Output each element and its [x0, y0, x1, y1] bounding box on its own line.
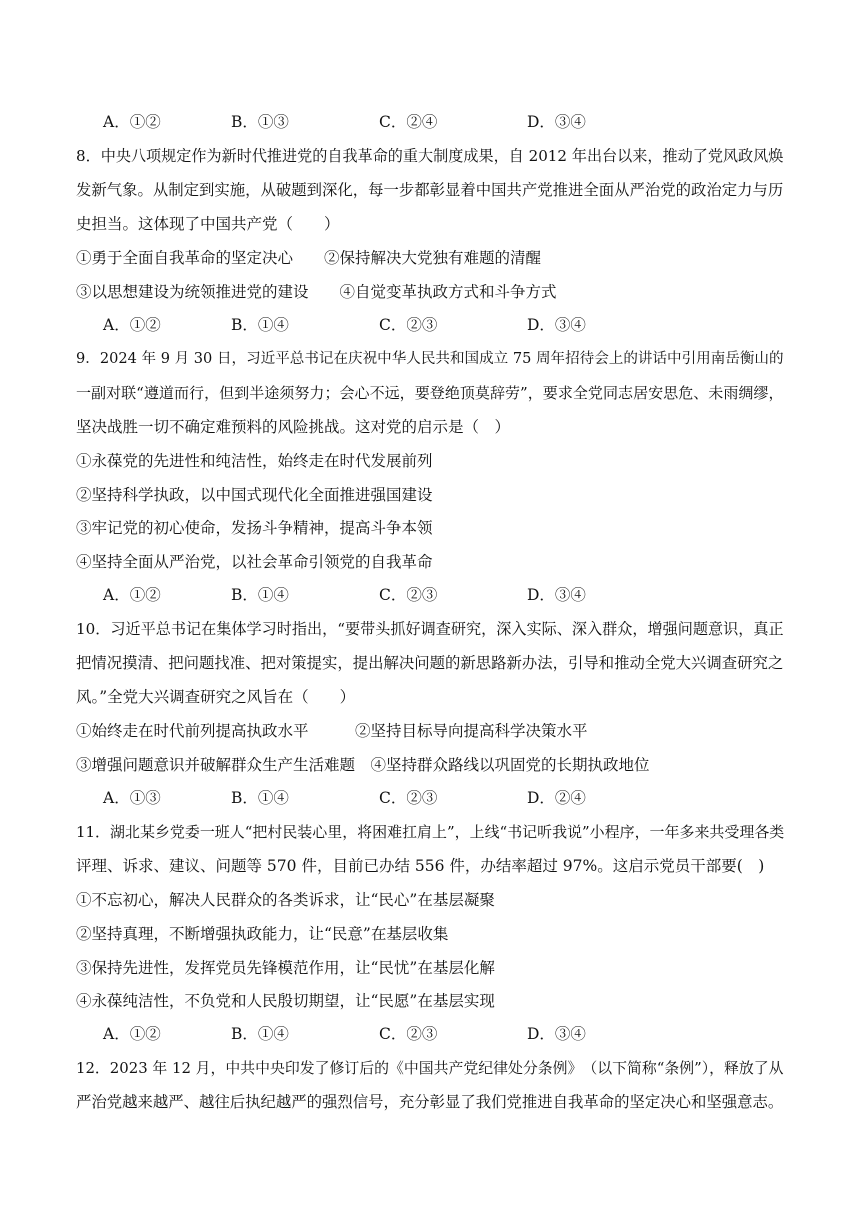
q8-option-c[interactable]: C．②③ — [379, 316, 438, 334]
q10-stem-line: 10．习近平总书记在集体学习时指出，“要带头抓好调查研究，深入实际、深入群众，增强问题意识，真正 — [76, 620, 784, 638]
q7-option-b[interactable]: B．①③ — [231, 113, 289, 131]
q10-statement-line: ③增强问题意识并破解群众生产生活难题 ④坚持群众路线以巩固党的长期执政地位 — [76, 756, 650, 774]
q11-statement-line: ②坚持真理，不断增强执政能力，让“民意”在基层收集 — [76, 925, 449, 943]
q8-option-a[interactable]: A．①② — [103, 316, 161, 334]
q11-statement-line: ①不忘初心，解决人民群众的各类诉求，让“民心”在基层凝聚 — [76, 891, 495, 909]
q10-option-b[interactable]: B．①④ — [231, 789, 289, 807]
q10-option-a[interactable]: A．①③ — [103, 789, 161, 807]
q9-option-b[interactable]: B．①④ — [231, 586, 289, 604]
q7-option-d[interactable]: D．③④ — [527, 113, 586, 131]
q11-option-a[interactable]: A．①② — [103, 1025, 161, 1043]
q9-option-a[interactable]: A．①② — [103, 586, 161, 604]
q9-option-c[interactable]: C．②③ — [379, 586, 438, 604]
q8-stem-line: 8．中央八项规定作为新时代推进党的自我革命的重大制度成果，自 2012 年出台以来，推动了党风政风焕 — [76, 147, 784, 165]
q8-options — [103, 315, 803, 335]
q8-stem-line: 史担当。这体现了中国共产党（ ） — [76, 215, 340, 233]
q11-statement-line: ③保持先进性，发挥党员先锋模范作用，让“民忧”在基层化解 — [76, 959, 495, 977]
q9-stem-line: 坚决战胜一切不确定难预料的风险挑战。这对党的启示是（ ） — [76, 418, 511, 436]
q11-option-c[interactable]: C．②③ — [379, 1025, 438, 1043]
q12-stem-line: 12．2023 年 12 月，中共中央印发了修订后的《中国共产党纪律处分条例》 （以下简称“条例”），释放了从 — [76, 1059, 784, 1077]
q10-options — [103, 788, 803, 808]
q11-option-b[interactable]: B．①④ — [231, 1025, 289, 1043]
q7-option-c[interactable]: C．②④ — [379, 113, 438, 131]
q8-option-d[interactable]: D．③④ — [527, 316, 586, 334]
q11-options — [103, 1024, 803, 1044]
q7-option-a[interactable]: A．①② — [103, 113, 161, 131]
q11-stem-line: 11．湖北某乡党委一班人“把村民装心里，将困难扛肩上”，上线“书记听我说”小程序，一年多来共受理各类 — [76, 823, 785, 841]
q11-stem-line: 评理、诉求、建议、问题等 570 件，目前已办结 556 件，办结率超过 97%。这启示党员干部要( ) — [76, 857, 765, 875]
q11-statement-line: ④永葆纯洁性，不负党和人民殷切期望，让“民愿”在基层实现 — [76, 992, 495, 1010]
q8-option-b[interactable]: B．①④ — [231, 316, 289, 334]
q9-option-d[interactable]: D．③④ — [527, 586, 586, 604]
q7-options — [103, 112, 803, 132]
q12-stem-line: 严治党越来越严、越往后执纪越严的强烈信号，充分彰显了我们党推进自我革命的坚定决心和坚强意志。 — [76, 1093, 784, 1111]
q9-stem-line: 9．2024 年 9 月 30 日，习近平总书记在庆祝中华人民共和国成立 75 周年招待会上的讲话中引用南岳衡山的 — [76, 350, 784, 367]
q9-options — [103, 585, 803, 605]
q8-statement-line: ③以思想建设为统领推进党的建设 ④自觉变革执政方式和斗争方式 — [76, 283, 557, 301]
q8-stem-line: 发新气象。从制定到实施，从破题到深化，每一步都彰显着中国共产党推进全面从严治党的政治定力与历 — [76, 181, 784, 199]
q9-stem-line: 一副对联“遵道而行，但到半途须努力；会心不远，要登绝顶莫辞劳”，要求全党同志居安思危、未雨绸缪， — [76, 384, 784, 402]
q9-statement-line: ③牢记党的初心使命，发扬斗争精神，提高斗争本领 — [76, 519, 433, 537]
q10-option-d[interactable]: D．②④ — [527, 789, 586, 807]
q10-stem-line: 风。”全党大兴调查研究之风旨在（ ） — [76, 688, 356, 706]
q9-statement-line: ④坚持全面从严治党，以社会革命引领党的自我革命 — [76, 553, 433, 571]
q10-stem-line: 把情况摸清、把问题找准、把对策提实，提出解决问题的新思路新办法，引导和推动全党大兴调查研究之 — [76, 654, 784, 672]
q10-statement-line: ①始终走在时代前列提高执政水平 ②坚持目标导向提高科学决策水平 — [76, 722, 588, 740]
q10-option-c[interactable]: C．②③ — [379, 789, 438, 807]
q11-option-d[interactable]: D．③④ — [527, 1025, 586, 1043]
q9-statement-line: ②坚持科学执政，以中国式现代化全面推进强国建设 — [76, 486, 433, 504]
q8-statement-line: ①勇于全面自我革命的坚定决心 ②保持解决大党独有难题的清醒 — [76, 249, 542, 267]
q9-statement-line: ①永葆党的先进性和纯洁性，始终走在时代发展前列 — [76, 452, 433, 470]
